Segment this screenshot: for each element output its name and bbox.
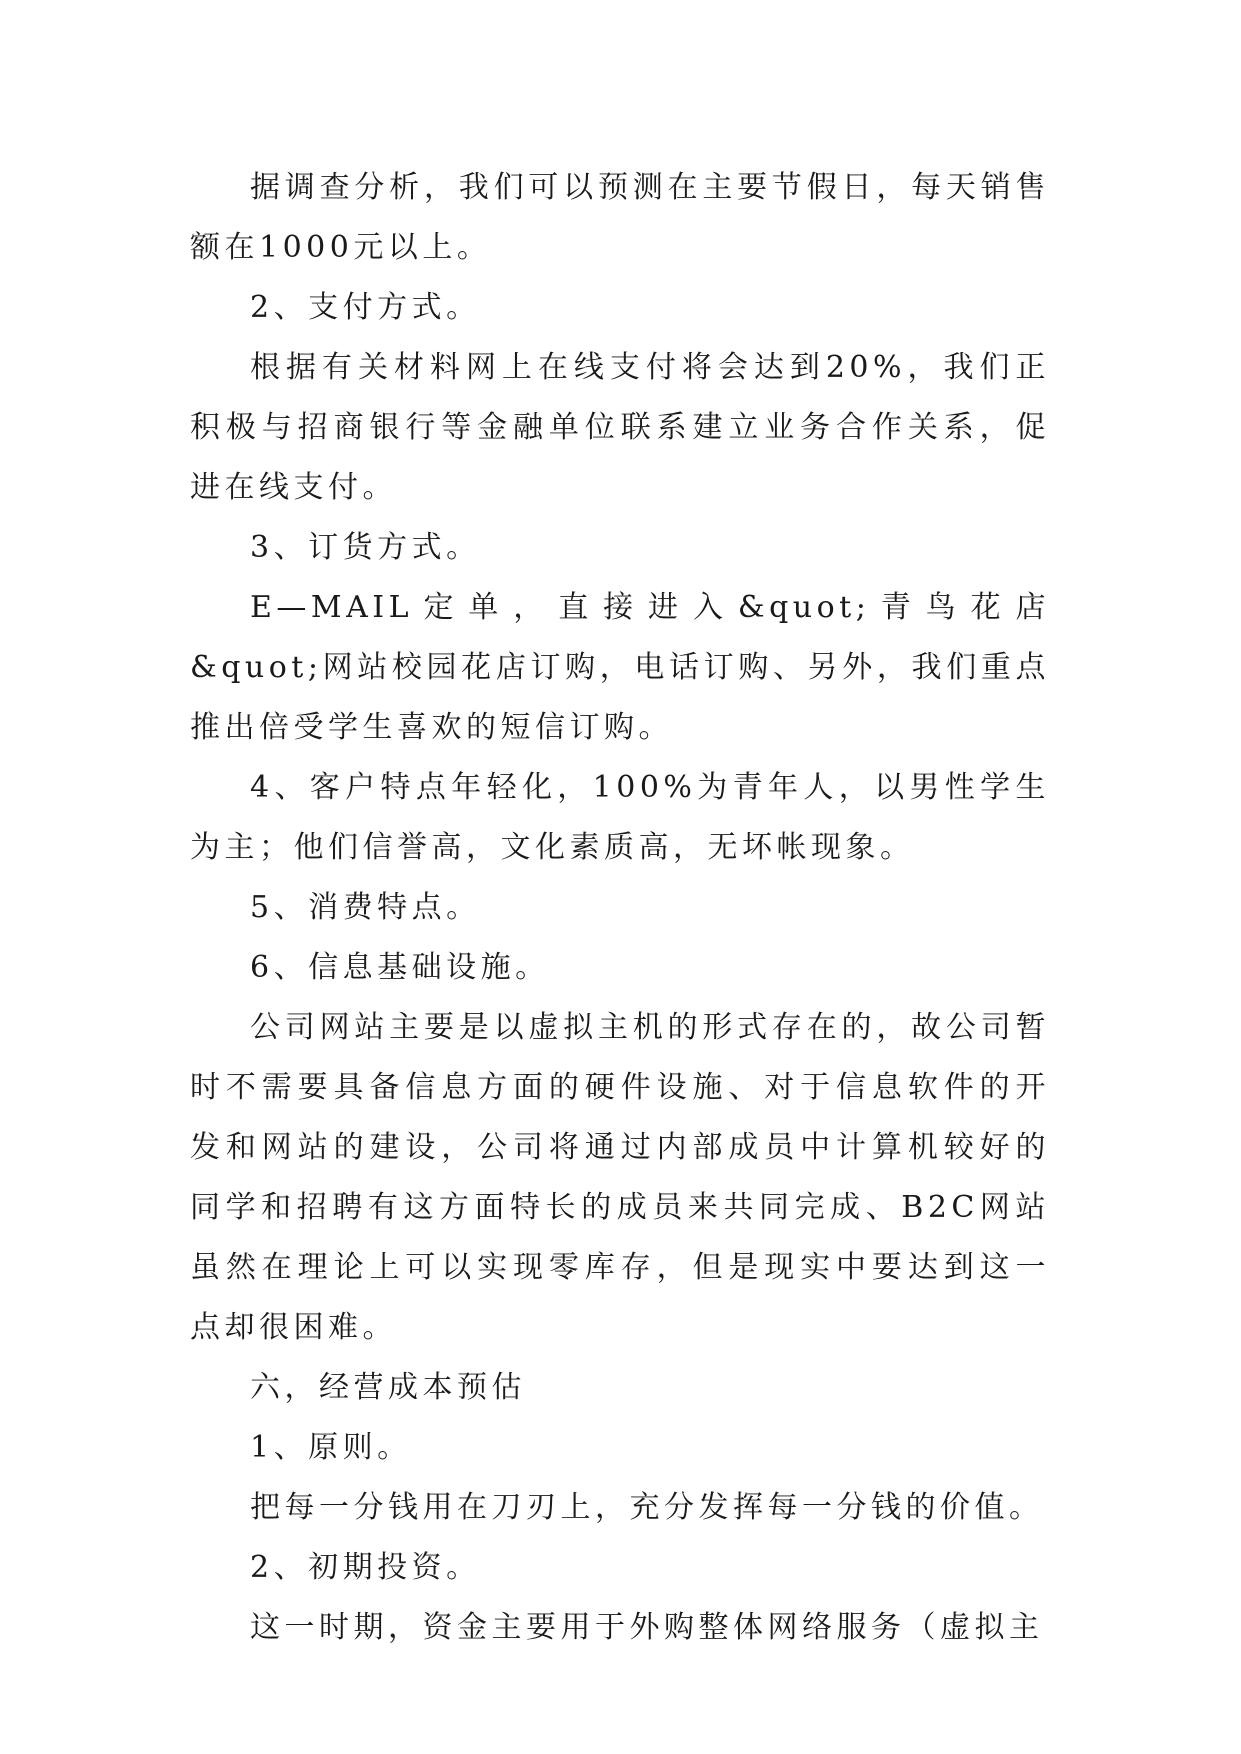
paragraph-payment-body: 根据有关材料网上在线支付将会达到20%，我们正积极与招商银行等金融单位联系建立业务合作关系，促进在线支付。 — [190, 350, 1050, 505]
paragraph-sales-forecast: 据调查分析，我们可以预测在主要节假日，每天销售额在1000元以上。 — [190, 170, 1050, 265]
paragraph-cost-estimate-heading: 六，经营成本预估 — [250, 1370, 526, 1405]
paragraph-consumption-heading: 5、消费特点。 — [250, 890, 481, 925]
paragraph-ordering-body: E—MAIL定单，直接进入&quot;青鸟花店&quot;网站校园花店订购，电话订购、另外，我们重点推出倍受学生喜欢的短信订购。 — [190, 590, 1050, 745]
paragraph-ordering-heading: 3、订货方式。 — [250, 530, 481, 565]
paragraph-payment-heading: 2、支付方式。 — [250, 290, 481, 325]
paragraph-customer-features: 4、客户特点年轻化，100%为青年人，以男性学生为主；他们信誉高，文化素质高，无坏帐现象。 — [190, 770, 1050, 865]
paragraph-infrastructure-body: 公司网站主要是以虚拟主机的形式存在的，故公司暂时不需要具备信息方面的硬件设施、对于信息软件的开发和网站的建设，公司将通过内部成员中计算机较好的同学和招聘有这方面特长的成员来共同完成、B2C网站虽然在理论上可以实现零库存，但是现实中要达到这一点却很困难。 — [190, 1010, 1050, 1345]
document-body — [190, 158, 1050, 1658]
paragraph-principle-heading: 1、原则。 — [250, 1430, 412, 1465]
paragraph-principle-body: 把每一分钱用在刀刃上，充分发挥每一分钱的价值。 — [250, 1490, 1044, 1525]
paragraph-initial-investment-body: 这一时期，资金主要用于外购整体网络服务（虚拟主 — [250, 1610, 1044, 1645]
paragraph-infrastructure-heading: 6、信息基础设施。 — [250, 950, 550, 985]
paragraph-initial-investment-heading: 2、初期投资。 — [250, 1550, 481, 1585]
